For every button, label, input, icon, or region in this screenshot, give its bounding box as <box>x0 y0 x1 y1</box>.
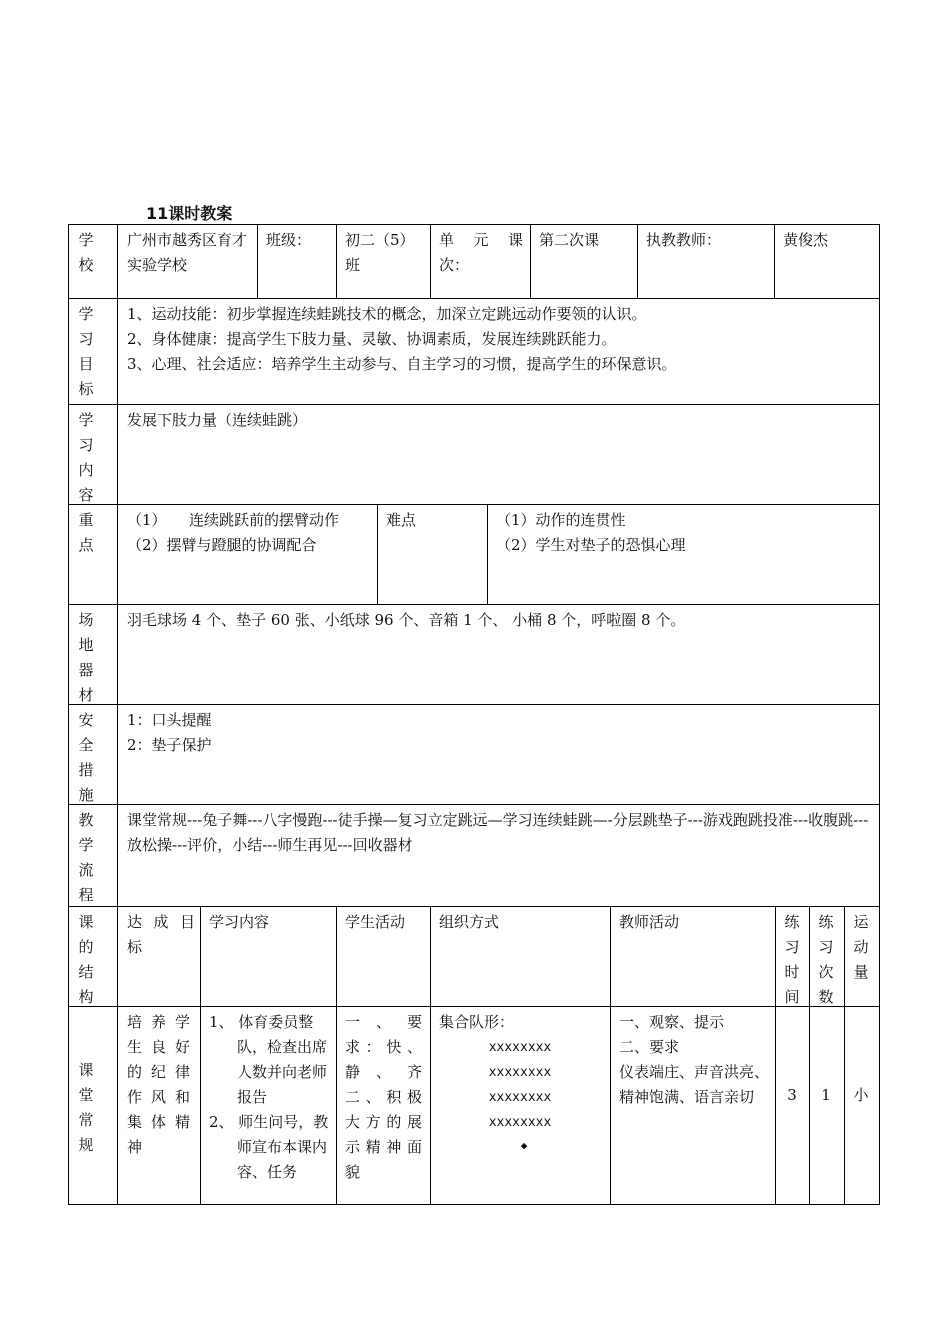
safety-item: 2：垫子保护 <box>127 736 212 754</box>
col-time-header: 练习时间 <box>784 913 800 1006</box>
table-rule <box>68 298 880 299</box>
formation-row: xxxxxxxx <box>488 1065 552 1080</box>
formation-row: xxxxxxxx <box>488 1115 552 1130</box>
flow-value: 课堂常规---兔子舞---八字慢跑---徒手操—复习立定跳远—学习连续蛙跳—-分层跳垫子---游戏跑跳投准---收腹跳---放松操---评价，小结---师生再见---回收器材 <box>127 811 869 854</box>
column-rule <box>487 504 488 604</box>
formation-row: xxxxxxxx <box>488 1090 552 1105</box>
col-org-header: 组织方式 <box>439 913 500 931</box>
structure-label: 课的结构 <box>78 913 94 1006</box>
column-rule <box>610 906 611 1205</box>
keypoint-item: （2）摆臂与蹬腿的协调配合 <box>127 536 317 554</box>
equipment-value: 羽毛球场 4 个、垫子 60 张、小纸球 96 个、音箱 1 个、 小桶 8 个，呼啦圈 8 个。 <box>127 611 686 629</box>
table-rule <box>68 704 880 705</box>
table-rule <box>68 504 880 505</box>
equipment-label: 场地器材 <box>78 611 94 704</box>
class-label: 班级： <box>266 231 312 249</box>
table-rule <box>68 404 880 405</box>
content-label: 学习内容 <box>78 411 94 504</box>
goal-item: 1、运动技能：初步掌握连续蛙跳技术的概念，加深立定跳远动作要领的认识。 <box>127 305 647 323</box>
unit-value: 第二次课 <box>539 231 600 249</box>
keypoints-list <box>127 508 373 558</box>
safety-label: 安全措施 <box>78 711 94 804</box>
column-rule <box>336 224 337 298</box>
column-rule <box>336 906 337 1205</box>
column-rule <box>200 906 201 1205</box>
page-title: 11课时教案 <box>146 204 233 223</box>
column-rule <box>430 224 431 298</box>
safety-list <box>127 708 877 758</box>
formation-row: xxxxxxxx <box>488 1040 552 1055</box>
col-count-header: 练习次数 <box>818 913 834 1006</box>
column-rule <box>844 906 845 1205</box>
routine-content-item: 2、 师生问号，教师宣布本课内容、任务 <box>209 1113 329 1181</box>
routine-goal: 培养学生良好的纪律作风和集体精神 <box>127 1013 193 1156</box>
teacher-item: 二、要求 <box>619 1038 680 1056</box>
goal-item: 3、心理、社会适应：培养学生主动参与、自主学习的习惯，提高学生的环保意识。 <box>127 355 677 373</box>
goals-list <box>127 302 877 377</box>
teacher-item: 一、观察、提示 <box>619 1013 725 1031</box>
table-rule <box>68 906 880 907</box>
column-rule <box>530 224 531 298</box>
flow-label: 教学流程 <box>78 811 94 904</box>
table-rule <box>68 1006 880 1007</box>
col-teacher-header: 教师活动 <box>619 913 680 931</box>
col-student-header: 学生活动 <box>345 913 406 931</box>
teacher-item: 仪表端庄、声音洪亮、精神饱满、语言亲切 <box>619 1063 770 1106</box>
school-value: 广州市越秀区育才实验学校 <box>127 231 248 274</box>
keypoint-item: （1） 连续跳跃前的摆臂动作 <box>127 511 340 529</box>
routine-load: 小 <box>853 1086 869 1104</box>
column-rule <box>774 224 775 298</box>
routine-content <box>209 1010 331 1185</box>
goal-item: 2、身体健康：提高学生下肢力量、灵敏、协调素质，发展连续跳跃能力。 <box>127 330 617 348</box>
routine-count: 1 <box>821 1086 831 1104</box>
goals-label: 学习目标 <box>78 305 94 398</box>
column-rule <box>377 504 378 604</box>
routine-content-item: 1、 体育委员整队，检查出席人数并向老师报告 <box>209 1013 328 1106</box>
routine-label: 课堂常规 <box>78 1061 94 1154</box>
unit-label: 单 元 课次： <box>439 231 523 274</box>
routine-time: 3 <box>787 1086 797 1104</box>
teacher-value: 黄俊杰 <box>783 231 829 249</box>
class-value: 初二（5）班 <box>345 231 415 274</box>
content-value: 发展下肢力量（连续蛙跳） <box>127 411 308 429</box>
column-rule <box>430 906 431 1205</box>
difficulty-label: 难点 <box>386 511 417 529</box>
difficulty-list <box>496 508 876 558</box>
difficulty-item: （1）动作的连贯性 <box>496 511 626 529</box>
difficulty-item: （2）学生对垫子的恐惧心理 <box>496 536 686 554</box>
routine-teacher <box>619 1010 771 1110</box>
column-rule <box>257 224 258 298</box>
keypoints-label: 重点 <box>78 511 94 554</box>
column-rule <box>117 224 118 1205</box>
school-label: 学校 <box>78 231 94 274</box>
routine-org-label: 集合队形： <box>439 1013 515 1031</box>
safety-item: 1：口头提醒 <box>127 711 212 729</box>
column-rule <box>637 224 638 298</box>
routine-student: 一 、 要求：快、静、齐 二、积极大方的展示精神面貌 <box>345 1013 423 1181</box>
teacher-position-icon: ◆ <box>520 1139 528 1152</box>
column-rule <box>775 906 776 1205</box>
col-content-header: 学习内容 <box>209 913 270 931</box>
table-rule <box>68 224 880 225</box>
column-rule <box>809 906 810 1205</box>
table-rule <box>68 604 880 605</box>
col-goal-header: 达 成 目标 <box>127 913 195 956</box>
teacher-label: 执教教师： <box>646 231 722 249</box>
col-load-header: 运动量 <box>853 913 869 981</box>
table-rule <box>68 804 880 805</box>
